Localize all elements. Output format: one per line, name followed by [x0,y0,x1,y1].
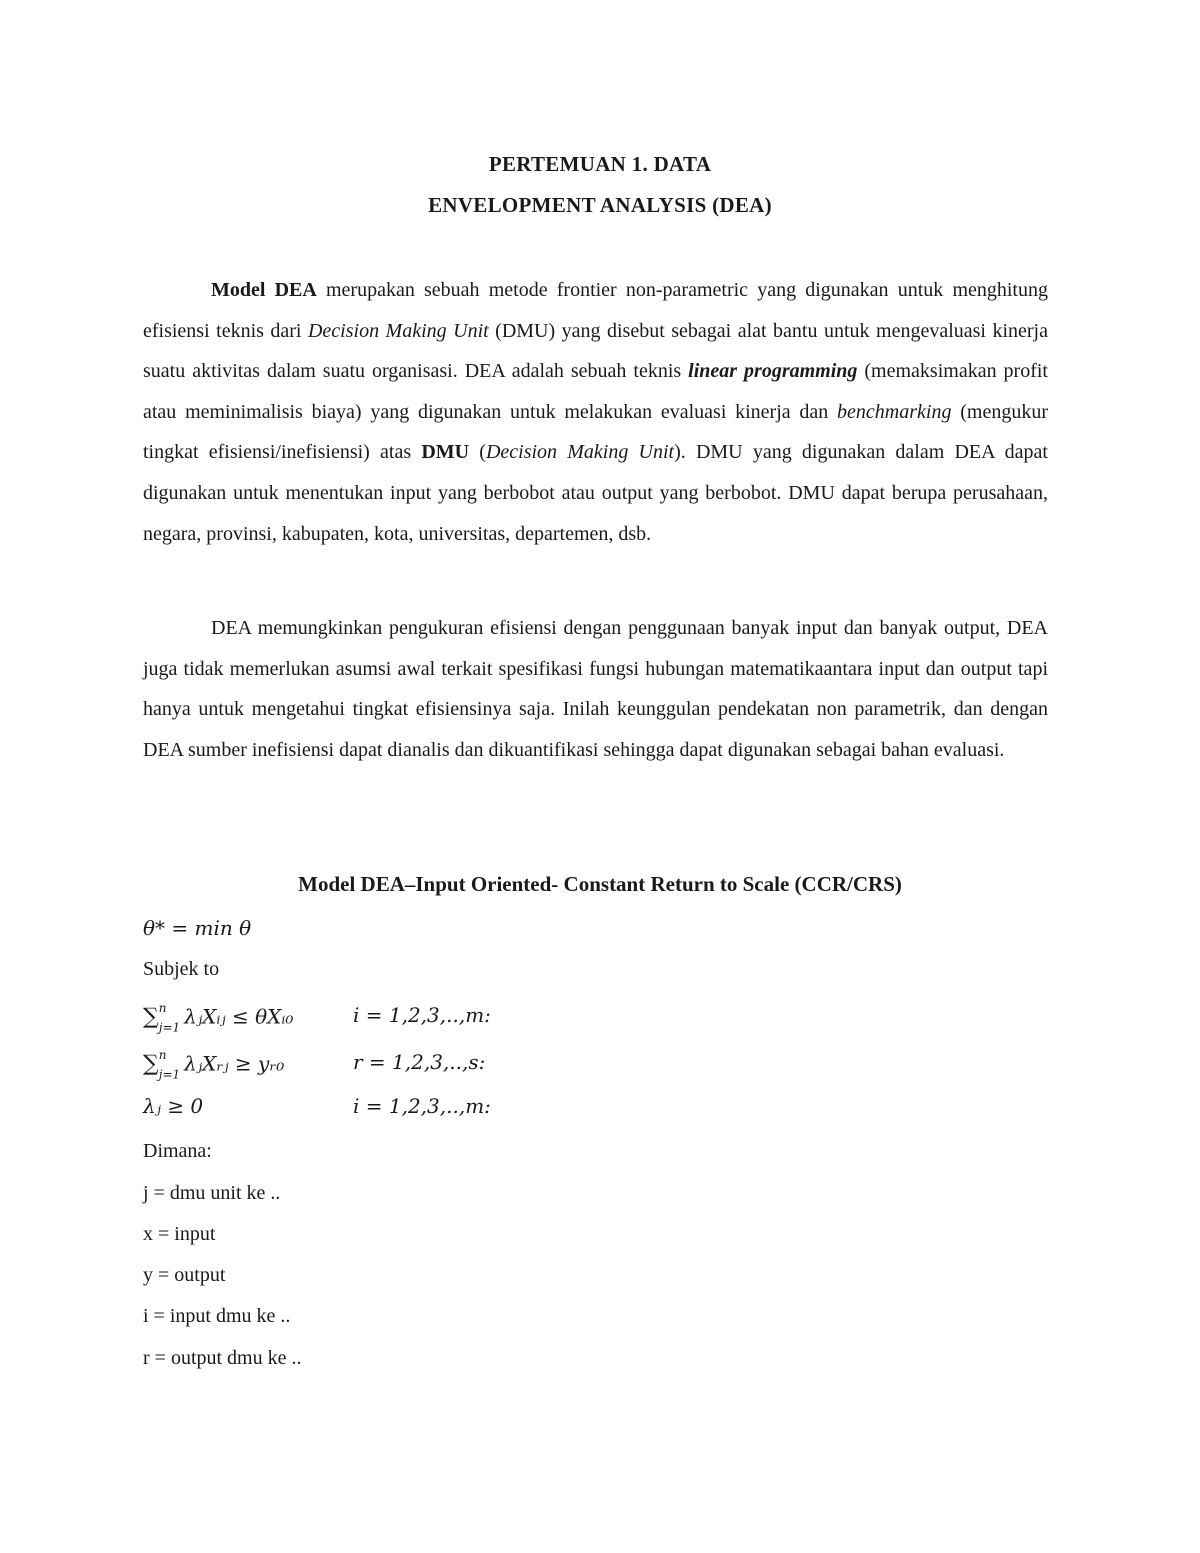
sum-symbol: ∑ [143,1051,159,1077]
definition-item: i = input dmu ke .. [143,1305,291,1327]
body-text: (mengukur tingkat efisiensi/inefisiensi) atas [143,400,1048,464]
body-text: ( [469,441,486,464]
paragraph-2 [143,608,1048,770]
constraint-1-index: i = 1,2,3,..,m: [353,1003,491,1027]
constraint-3-left: λⱼ ≥ 0 [143,1094,204,1118]
bold-text: DMU [421,441,470,464]
body-text: (memaksimakan profit atau meminimalisis biaya) yang digunakan untuk melakukan evaluasi kinerja dan [143,360,1048,423]
sum-limits: $^n$ $_{j=1}$ [158,1001,181,1035]
constraint-2 [143,1050,843,1080]
title-line-2: ENVELOPMENT ANALYSIS (DEA) [428,193,772,217]
italic-text: benchmarking [837,400,952,423]
constraint-1 [143,1003,843,1033]
sum-limits: $^n$ $_{j=1}$ [158,1048,181,1082]
constraint-1-left: λⱼXᵢⱼ ≤ θXᵢ₀ [184,1004,294,1029]
model-heading: Model DEA–Input Oriented- Constant Return to Scale (CCR/CRS) [298,872,902,896]
title-line-1: PERTEMUAN 1. DATA [488,152,712,176]
subject-to-label: Subjek to [143,958,220,980]
constraint-2-index: r = 1,2,3,..,s: [353,1050,486,1074]
bold-text: Model DEA [211,279,317,301]
constraint-3-index: i = 1,2,3,..,m: [353,1094,491,1118]
definition-item: j = dmu unit ke .. [143,1182,281,1204]
definition-item: r = output dmu ke .. [143,1347,302,1369]
body-text: DEA memungkinkan pengukuran efisiensi dengan penggunaan banyak input dan banyak output, DEA juga tidak memerlukan asumsi awal terkait spesifikasi fungsi hubungan matematikaantara input dan output tapi hanya untuk mengetahui tingkat efisiensinya saja. Inilah keunggulan pendekatan non parametrik, dan dengan DEA sumber inefisiensi dapat dianalis dan dikuantifikasi sehingga dapat digunakan sebagai bahan evaluasi. [143,617,1048,761]
sum-symbol: ∑ [143,1004,159,1030]
constraint-3 [143,1094,843,1118]
constraint-2-left: λⱼXᵣⱼ ≥ yᵣ₀ [184,1051,285,1076]
bold-italic-text: linear programming [688,360,858,383]
definition-item: y = output [143,1264,226,1286]
body-text: ). DMU yang digunakan dalam DEA dapat digunakan untuk menentukan input yang berbobot atau output yang berbobot. DMU dapat berupa perusahaan, negara, provinsi, kabupaten, kota, universitas, departemen, dsb. [143,441,1048,545]
objective-function: θ* = min θ [143,916,252,940]
paragraph-1 [143,270,1048,554]
body-text: merupakan sebuah metode frontier non-parametric yang digunakan untuk menghitung efisiensi teknis dari [143,279,1048,342]
definitions-heading: Dimana: [143,1140,212,1162]
body-text: (DMU) yang disebut sebagai alat bantu untuk mengevaluasi kinerja suatu aktivitas dalam suatu organisasi. DEA adalah sebuah teknis [143,319,1048,383]
italic-text: Decision Making Unit [485,441,675,464]
italic-text: Decision Making Unit [307,319,489,342]
definition-item: x = input [143,1223,216,1245]
